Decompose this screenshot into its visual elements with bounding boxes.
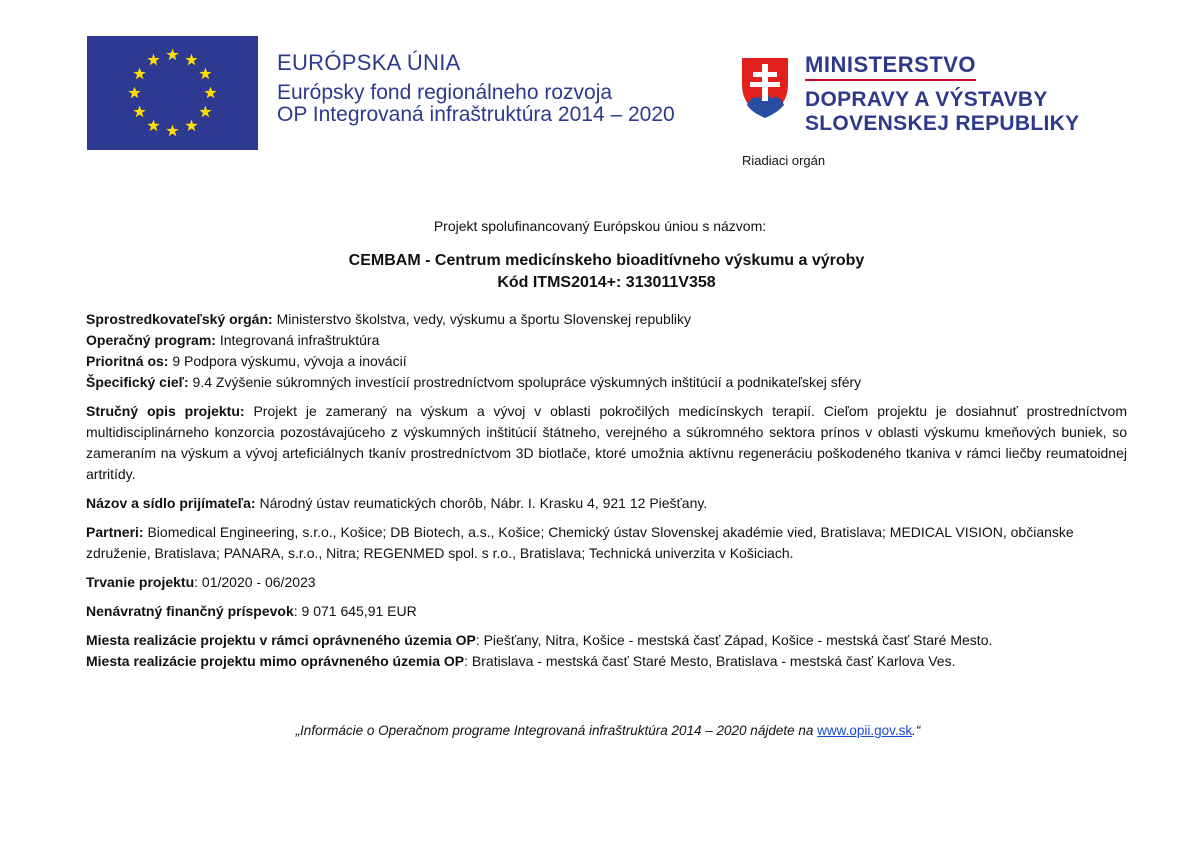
ministry-logo-text bbox=[805, 52, 1079, 136]
ministry-line-1: DOPRAVY A VÝSTAVBY bbox=[805, 88, 1048, 111]
operational-program-label: Operačný program: bbox=[86, 332, 216, 348]
priority-axis-value: 9 Podpora výskumu, vývoja a inovácií bbox=[168, 353, 407, 369]
footer-text-before: „Informácie o Operačnom programe Integrovaná infraštruktúra 2014 – 2020 nájdete na bbox=[295, 723, 818, 738]
project-description-value: Projekt je zameraný na výskum a vývoj v oblasti pokročilých medicínskych terapií. Cieľom projektu je dosiahnuť prostredníctvom multidisciplinárneho konzorcia pozostávajúceho z výskumných inštitúcií štátneho, verejného a súkromného sektora prínos v oblasti výskumu kmeňových buniek, so zameraním na výskum a vývoj arteficiálnych tkanív prostredníctvom 3D biotlače, ktoré umožnia aktívnu regeneráciu poškodeného tkaniva v rámci liečby reumatoidnej artritídy. bbox=[86, 403, 1127, 482]
project-title: CEMBAM - Centrum medicínskeho bioaditívneho výskumu a výroby bbox=[348, 252, 865, 269]
grant-value: : 9 071 645,91 EUR bbox=[293, 603, 417, 619]
eu-fund-name: Európsky fond regionálneho rozvoja bbox=[277, 81, 613, 104]
operational-program-row bbox=[86, 330, 1127, 351]
ministry-title: MINISTERSTVO bbox=[805, 52, 977, 77]
opii-link[interactable]: www.opii.gov.sk bbox=[817, 723, 913, 738]
project-description-row bbox=[86, 401, 1127, 485]
places-out-row bbox=[86, 651, 1127, 672]
partners-row bbox=[86, 522, 1127, 564]
footer-note bbox=[0, 723, 1200, 738]
eu-program-name: OP Integrovaná infraštruktúra 2014 – 2020 bbox=[277, 103, 675, 126]
project-code: Kód ITMS2014+: 313011V358 bbox=[497, 274, 716, 291]
places-out-value: : Bratislava - mestská časť Staré Mesto, Bratislava - mestská časť Karlova Ves. bbox=[464, 653, 956, 669]
managing-authority-label: Riadiaci orgán bbox=[742, 153, 826, 168]
duration-row bbox=[86, 572, 1127, 593]
intermediate-body-label: Sprostredkovateľský orgán: bbox=[86, 311, 273, 327]
ministry-line-2: SLOVENSKEJ REPUBLIKY bbox=[805, 112, 1080, 135]
partners-label: Partneri: bbox=[86, 524, 144, 540]
specific-goal-value: 9.4 Zvýšenie súkromných investícií prostredníctvom spolupráce výskumných inštitúcií a podnikateľskej sféry bbox=[188, 374, 862, 390]
partners-value: Biomedical Engineering, s.r.o., Košice; DB Biotech, a.s., Košice; Chemický ústav Slovenskej akadémie vied, Bratislava; MEDICAL VISION, občianske združenie, Bratislava; PANARA, s.r.o., Nitra; REGENMED spol. s r.o., Bratislava; Technická univerzita v Košiciach. bbox=[86, 524, 1074, 561]
eu-title: EURÓPSKA ÚNIA bbox=[277, 50, 461, 75]
recipient-label: Názov a sídlo prijímateľa: bbox=[86, 495, 256, 511]
project-info bbox=[86, 309, 1127, 672]
places-out-label: Miesta realizácie projektu mimo oprávneného územia OP bbox=[86, 653, 465, 669]
grant-label: Nenávratný finančný príspevok bbox=[86, 603, 294, 619]
specific-goal-label: Špecifický cieľ: bbox=[86, 374, 189, 390]
priority-axis-label: Prioritná os: bbox=[86, 353, 169, 369]
project-description-label: Stručný opis projektu: bbox=[86, 403, 245, 419]
eu-logo-text bbox=[277, 50, 675, 126]
eu-flag-icon bbox=[87, 36, 258, 150]
duration-label: Trvanie projektu bbox=[86, 574, 195, 590]
intro-text: Projekt spolufinancovaný Európskou úniou s názvom: bbox=[433, 218, 767, 234]
recipient-row bbox=[86, 493, 1127, 514]
grant-row bbox=[86, 601, 1127, 622]
places-in-row bbox=[86, 630, 1127, 651]
footer-text-after: .“ bbox=[912, 723, 921, 738]
places-in-value: : Piešťany, Nitra, Košice - mestská časť Západ, Košice - mestská časť Staré Mesto. bbox=[475, 632, 993, 648]
priority-axis-row bbox=[86, 351, 1127, 372]
operational-program-value: Integrovaná infraštruktúra bbox=[215, 332, 380, 348]
intermediate-body-value: Ministerstvo školstva, vedy, výskumu a športu Slovenskej republiky bbox=[272, 311, 692, 327]
intermediate-body-row bbox=[86, 309, 1127, 330]
project-heading bbox=[0, 250, 1200, 294]
specific-goal-row bbox=[86, 372, 1127, 393]
places-in-label: Miesta realizácie projektu v rámci oprávneného územia OP bbox=[86, 632, 476, 648]
duration-value: : 01/2020 - 06/2023 bbox=[194, 574, 316, 590]
recipient-value: Národný ústav reumatických chorôb, Nábr. I. Krasku 4, 921 12 Piešťany. bbox=[255, 495, 708, 511]
slovak-coat-of-arms-icon bbox=[739, 55, 791, 121]
